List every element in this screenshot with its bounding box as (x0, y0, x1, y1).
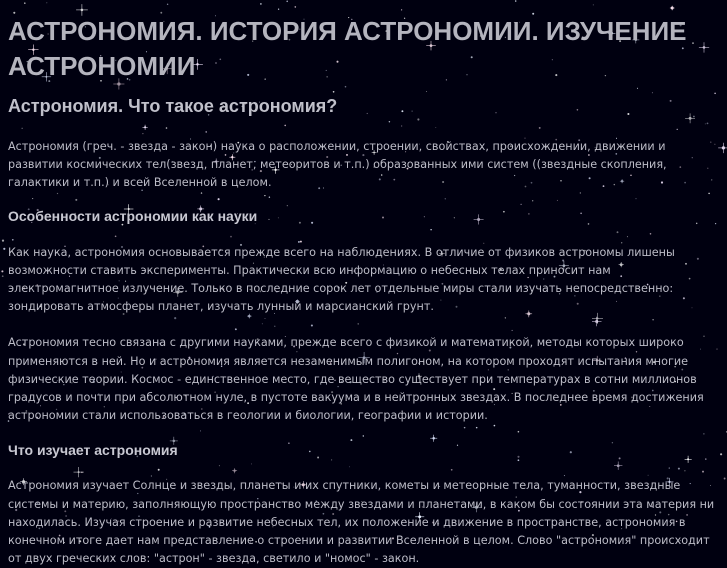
features-paragraph-1: Как наука, астрономия основывается прежде всего на наблюдениях. В отличие от физиков астрономы лишены возможности ставить эксперименты. Практически всю информацию о небесных телах приносит нам электромагнитное излучение. Только в последние сорок лет отдельные миры стали изучать непосредственно: зондировать атмосферы планет, изучать лунный и марсианский грунт. (8, 245, 675, 314)
page-title: АСТРОНОМИЯ. ИСТОРИЯ АСТРОНОМИИ. ИЗУЧЕНИЕ АСТРОНОМИИ (8, 16, 687, 81)
page-subtitle: Астрономия. Что такое астрономия? (8, 96, 338, 116)
intro-paragraph: Астрономия (греч. - звезда - закон) наука о расположении, строении, свойствах, происхождении, движении и развитии космических тел(звезд, планет, метеоритов и т.п.) образованных ими систем ((звездные скопления, галактики и т.п.) и всей Вселенной в целом. (8, 140, 667, 190)
features-paragraph-2: Астрономия тесно связана с другими науками, прежде всего с физикой и математикой, методы которых широко применяются в ней. Но и астрономия является незаменимым полигоном, на котором проходят испытания многие физические теории. Космос - единственное место, где вещество существует при температурах в сотни миллионов градусов и почти при абсолютном нуле, в пустоте вакуума и в нейтронных звездах. В последнее время достижения астрономии стали использоваться в геологии и биологии, географии и истории. (8, 336, 704, 423)
article (8, 0, 720, 568)
section-heading-features: Особенности астрономии как науки (8, 207, 258, 224)
subjects-paragraph-1: Астрономия изучает Солнце и звезды, планеты и их спутники, кометы и метеорные тела, туманности, звездные системы и материю, заполняющую пространство между звездами и планетами, в каком бы состоянии эта материя ни находилась. Изучая строение и развитие небесных тел, их положение и движение в пространстве, астрономия в конечном итоге дает нам представление о строении и развитии Вселенной в целом. Слово "астрономия" происходит от двух греческих слов: "астрон" - звезда, светило и "номос" - закон. (8, 479, 715, 566)
section-heading-subjects: Что изучает астрономия (8, 442, 178, 459)
